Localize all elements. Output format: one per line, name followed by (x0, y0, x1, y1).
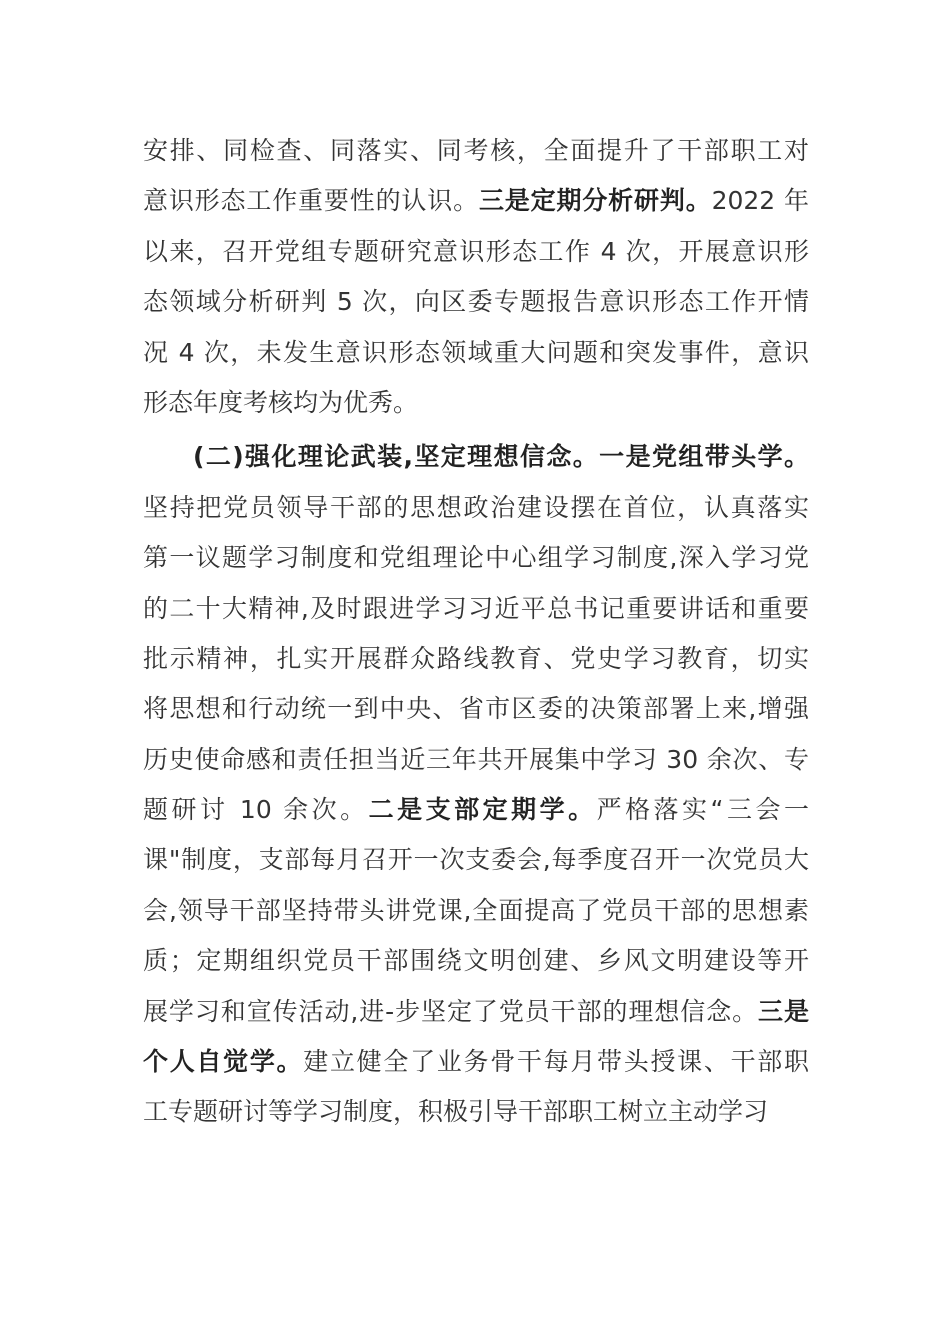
text-line (143, 483, 809, 533)
text-line (143, 227, 809, 277)
text-line (143, 328, 809, 378)
body-text: 质；定期组织党员干部围绕文明创建、乡风文明建设等开 (143, 946, 809, 976)
text-line (143, 634, 809, 684)
text-line (143, 987, 809, 1037)
body-text: 的二十大精神,及时跟进学习习近平总书记重要讲话和重要 (143, 593, 809, 623)
bold-heading-text: 三是定期分析研判。 (478, 186, 712, 216)
text-line (143, 1037, 809, 1087)
text-line (143, 735, 809, 785)
paragraph-theory-study (143, 432, 809, 1137)
body-text: 意识形态工作重要性的认识。 (143, 186, 479, 216)
body-text: 坚持把党员领导干部的思想政治建设摆在首位，认真落实 (143, 492, 809, 522)
body-text: 题研讨 10 余次。 (143, 795, 369, 825)
text-line (143, 277, 809, 327)
text-line (143, 432, 809, 482)
body-text: 建立健全了业务骨干每月带头授课、干部职 (303, 1047, 809, 1077)
body-text: 批示精神，扎实开展群众路线教育、党史学习教育，切实 (143, 643, 809, 673)
text-line (143, 126, 809, 176)
document-body (143, 126, 809, 1138)
body-text: 安排、同检查、同落实、同考核，全面提升了干部职工对 (143, 136, 809, 165)
text-line (143, 378, 809, 428)
body-text: 以来，召开党组专题研究意识形态工作 4 次，开展意识形 (143, 236, 809, 266)
body-text: 历史使命感和责任担当近三年共开展集中学习 30 余次、专 (143, 744, 809, 774)
bold-heading-text: 二是支部定期学。 (368, 795, 597, 825)
text-line (143, 684, 809, 734)
text-line (143, 936, 809, 986)
paragraph-ideology-work (143, 126, 809, 428)
body-text: 会,领导干部坚持带头讲党课,全面提高了党员干部的思想素 (143, 895, 809, 925)
text-line (143, 785, 809, 835)
body-text: 工专题研讨等学习制度，积极引导干部职工树立主动学习 (143, 1097, 769, 1127)
body-text: 将思想和行动统一到中央、省市区委的决策部署上来,增强 (143, 694, 809, 724)
text-line (143, 1087, 809, 1137)
text-line (143, 176, 809, 226)
bold-heading-text: (二)强化理论武装,坚定理想信念。一是党组带头学。 (193, 442, 809, 472)
body-text: 态领域分析研判 5 次，向区委专题报告意识形态工作开情 (143, 287, 809, 317)
body-text: 第一议题学习制度和党组理论中心组学习制度,深入学习党 (143, 543, 809, 573)
body-text: 严格落实“三会一 (596, 795, 809, 825)
bold-heading-text: 三是 (758, 996, 809, 1026)
text-line (143, 886, 809, 936)
bold-heading-text: 个人自觉学。 (143, 1047, 304, 1077)
body-text: 课"制度，支部每月召开一次支委会,每季度召开一次党员大 (143, 845, 809, 875)
text-line (143, 835, 809, 885)
body-text: 2022 年 (711, 186, 809, 216)
text-line (143, 584, 809, 634)
body-text: 况 4 次，未发生意识形态领域重大问题和突发事件，意识 (143, 337, 809, 367)
text-line (143, 533, 809, 583)
body-text: 展学习和宣传活动,进-步坚定了党员干部的理想信念。 (143, 996, 759, 1026)
body-text: 形态年度考核均为优秀。 (143, 387, 419, 417)
